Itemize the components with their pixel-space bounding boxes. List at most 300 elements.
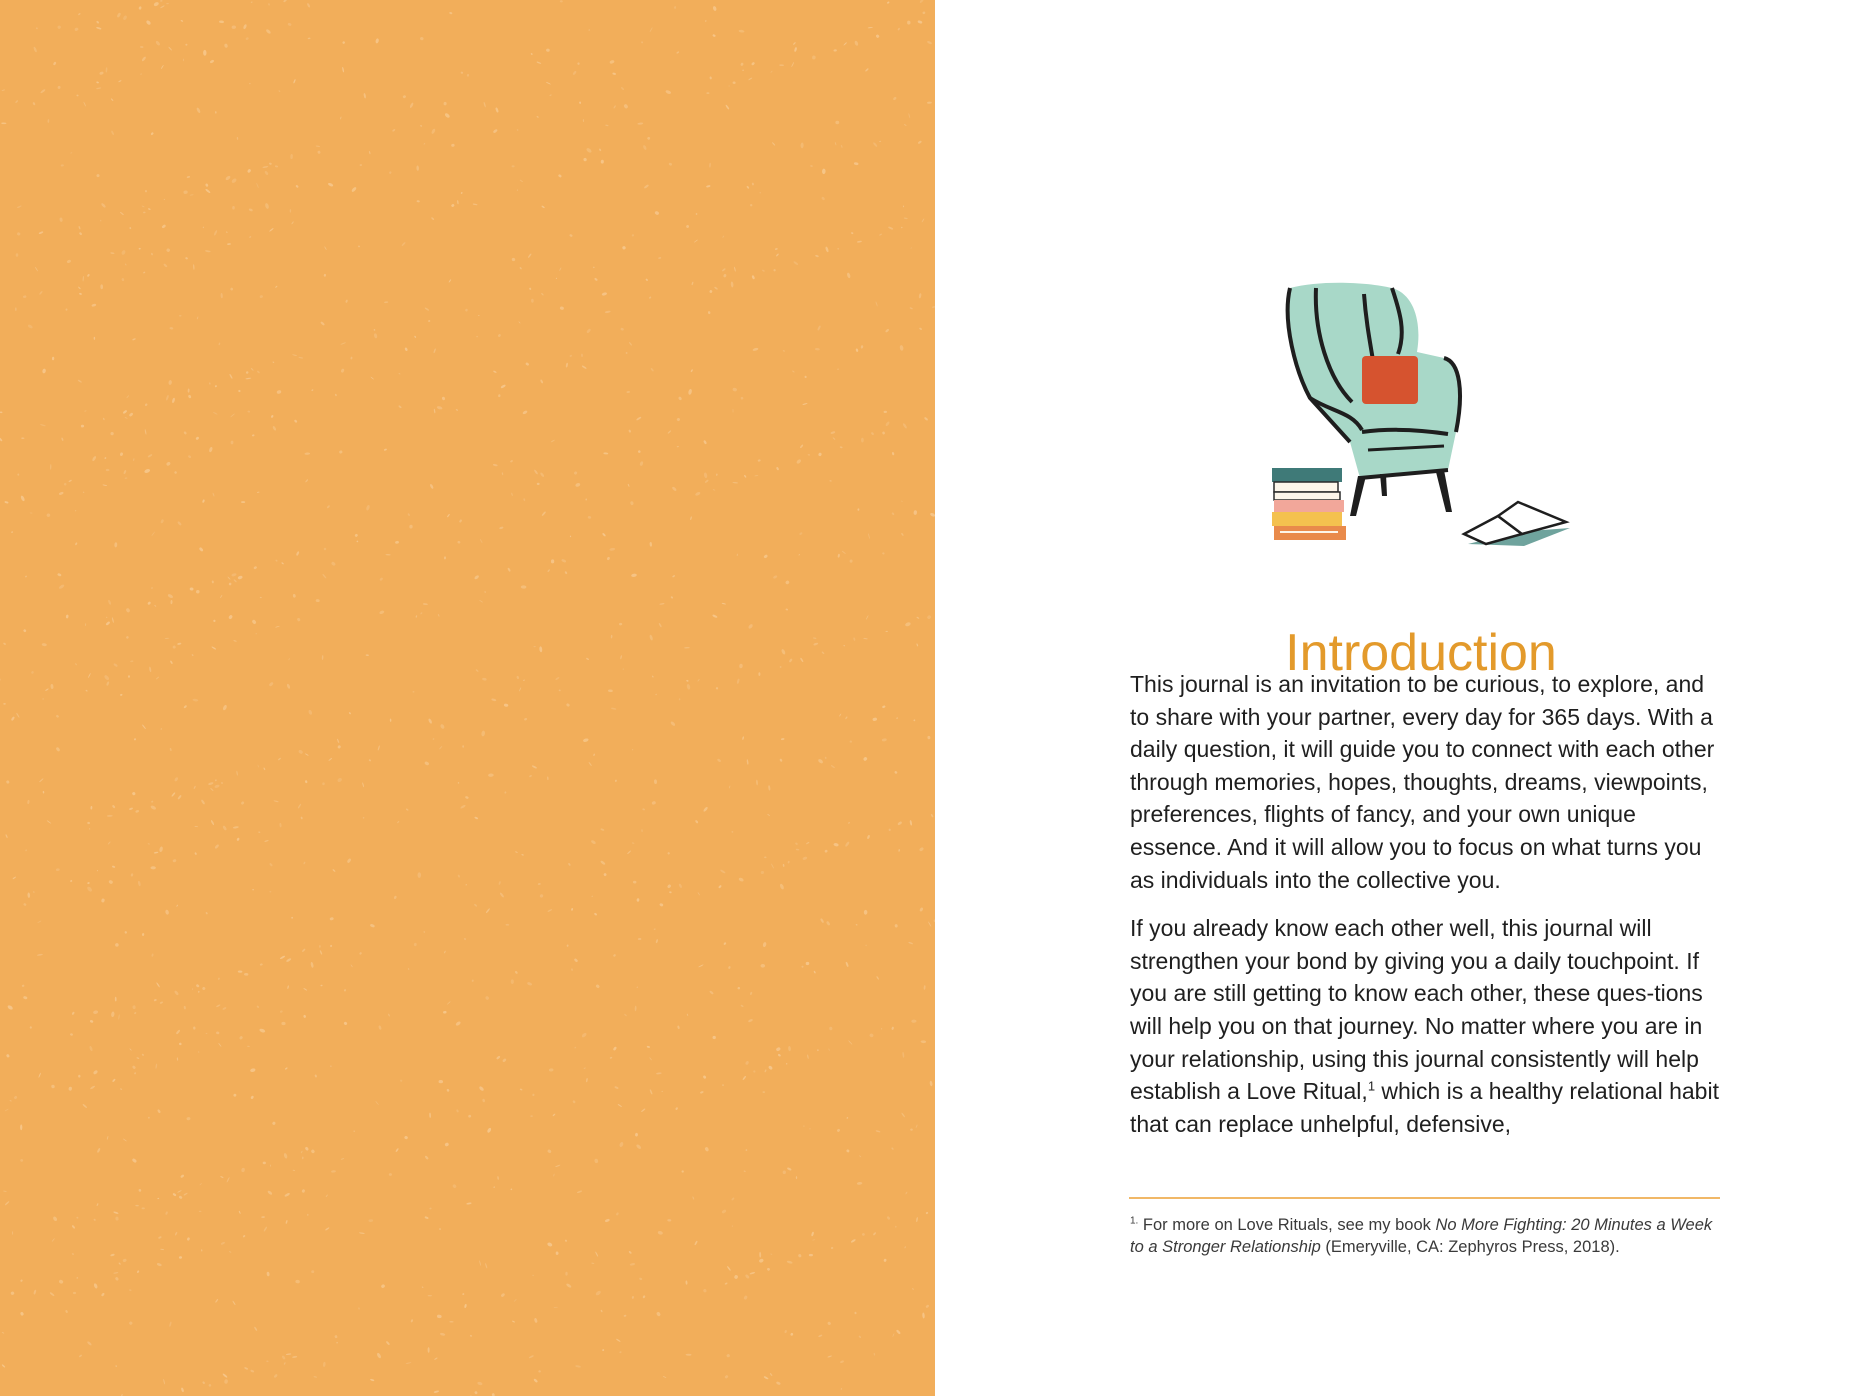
- speckle: [154, 605, 156, 607]
- speckle: [150, 805, 157, 811]
- speckle: [164, 199, 165, 200]
- speckle: [909, 820, 912, 826]
- speckle: [541, 511, 546, 516]
- speckle: [193, 785, 196, 789]
- speckle: [219, 20, 224, 23]
- speckle: [434, 1357, 438, 1360]
- speckle: [661, 1091, 662, 1092]
- speckle: [644, 184, 650, 189]
- speckle: [359, 1232, 365, 1234]
- speckle: [262, 166, 268, 168]
- speckle: [927, 40, 933, 44]
- speckle: [343, 1021, 347, 1025]
- speckle: [586, 147, 593, 153]
- speckle: [595, 1290, 602, 1296]
- speckle: [428, 1295, 432, 1296]
- speckle: [897, 27, 900, 30]
- speckle: [583, 119, 584, 122]
- speckle: [559, 267, 562, 271]
- speckle: [762, 1091, 765, 1093]
- speckle: [676, 417, 680, 421]
- speckle: [307, 1214, 308, 1216]
- speckle: [594, 912, 598, 916]
- speckle: [440, 1332, 446, 1336]
- speckle: [94, 337, 95, 340]
- speckle: [586, 657, 590, 660]
- speckle: [141, 1053, 144, 1056]
- speckle: [768, 785, 771, 790]
- speckle: [84, 410, 87, 412]
- speckle: [718, 885, 722, 889]
- speckle: [89, 1046, 93, 1052]
- speckle: [369, 151, 371, 155]
- speckle: [891, 512, 894, 516]
- speckle: [423, 931, 425, 933]
- speckle: [1, 89, 5, 91]
- speckle: [149, 666, 152, 672]
- speckle: [639, 461, 643, 466]
- speckle: [575, 482, 581, 487]
- speckle: [712, 1036, 716, 1039]
- speckle: [791, 62, 794, 68]
- speckle: [110, 1253, 115, 1256]
- speckle: [138, 248, 140, 250]
- speckle: [678, 396, 682, 401]
- speckle: [216, 1004, 221, 1007]
- speckle: [278, 90, 280, 92]
- speckle: [169, 748, 171, 752]
- speckle: [286, 683, 290, 689]
- speckle: [577, 62, 579, 65]
- speckle: [600, 860, 606, 865]
- speckle: [140, 73, 142, 75]
- speckle: [303, 988, 307, 991]
- speckle: [263, 1226, 267, 1232]
- speckle: [898, 849, 900, 852]
- speckle: [77, 379, 82, 383]
- speckle: [148, 208, 151, 210]
- speckle: [808, 454, 811, 455]
- speckle: [782, 350, 785, 353]
- speckle: [879, 141, 881, 142]
- speckle: [266, 1360, 269, 1362]
- speckle: [896, 1329, 901, 1335]
- speckle: [25, 575, 27, 577]
- speckle: [532, 765, 538, 769]
- speckle: [141, 205, 144, 207]
- speckle: [136, 1057, 139, 1059]
- speckle: [706, 185, 711, 188]
- speckle: [632, 1296, 634, 1299]
- speckle: [813, 971, 816, 974]
- speckle: [297, 617, 301, 622]
- speckle: [302, 1156, 304, 1159]
- speckle: [251, 619, 256, 625]
- speckle: [776, 1381, 781, 1385]
- speckle: [212, 492, 214, 496]
- speckle: [156, 982, 160, 988]
- speckle: [801, 965, 804, 968]
- speckle: [583, 1067, 585, 1069]
- speckle: [106, 469, 110, 471]
- speckle: [310, 1149, 315, 1154]
- speckle: [143, 212, 146, 214]
- speckle: [796, 849, 800, 851]
- speckle: [733, 409, 734, 413]
- speckle: [101, 1292, 105, 1296]
- speckle: [636, 1144, 642, 1150]
- speckle: [879, 233, 882, 236]
- speckle: [183, 58, 185, 61]
- speckle: [821, 196, 825, 200]
- speckle: [160, 728, 162, 729]
- speckle: [429, 483, 434, 489]
- speckle: [630, 501, 634, 506]
- speckle: [740, 62, 744, 66]
- speckle: [628, 429, 631, 433]
- speckle: [813, 642, 818, 646]
- speckle: [734, 1275, 739, 1280]
- speckle: [0, 678, 1, 681]
- speckle: [110, 252, 114, 254]
- speckle: [744, 475, 747, 478]
- speckle: [118, 1014, 119, 1019]
- speckle: [566, 703, 571, 707]
- speckle: [491, 698, 496, 701]
- speckle: [72, 1253, 74, 1254]
- speckle: [725, 104, 730, 110]
- speckle: [723, 274, 727, 278]
- speckle: [202, 986, 206, 990]
- speckle: [572, 70, 577, 75]
- speckle: [623, 1315, 626, 1317]
- speckle: [229, 1251, 232, 1254]
- speckle: [42, 698, 43, 700]
- speckle: [485, 591, 486, 593]
- speckle: [501, 472, 503, 475]
- speckle: [215, 1299, 219, 1303]
- speckle: [431, 128, 436, 134]
- speckle: [712, 34, 716, 37]
- speckle: [324, 246, 327, 250]
- speckle: [901, 500, 903, 502]
- speckle: [358, 245, 360, 247]
- speckle: [344, 989, 346, 992]
- speckle: [770, 70, 773, 73]
- speckle: [531, 299, 534, 303]
- speckle: [437, 614, 439, 617]
- speckle: [409, 525, 413, 529]
- speckle: [276, 390, 281, 395]
- speckle: [141, 56, 146, 62]
- speckle: [328, 758, 332, 762]
- speckle: [845, 962, 849, 968]
- speckle: [474, 1391, 478, 1395]
- speckle: [824, 757, 826, 760]
- speckle: [731, 831, 733, 833]
- speckle: [203, 226, 205, 228]
- speckle: [272, 426, 276, 432]
- speckle: [416, 165, 419, 170]
- speckle: [738, 30, 744, 33]
- speckle: [854, 1311, 857, 1314]
- speckle: [134, 738, 137, 741]
- speckle: [316, 145, 321, 147]
- speckle: [532, 1093, 535, 1096]
- speckle: [875, 34, 880, 39]
- speckle: [477, 1381, 483, 1385]
- speckle: [106, 681, 110, 686]
- speckle: [493, 370, 497, 373]
- speckle: [233, 1094, 236, 1097]
- speckle: [561, 559, 566, 563]
- speckle: [245, 37, 249, 41]
- speckle: [82, 1104, 87, 1109]
- speckle: [216, 1031, 220, 1035]
- speckle: [96, 81, 99, 83]
- speckle: [537, 483, 540, 485]
- speckle: [142, 1207, 145, 1209]
- speckle: [286, 958, 292, 963]
- speckle: [111, 98, 114, 101]
- speckle: [438, 1080, 443, 1084]
- speckle: [168, 380, 172, 385]
- speckle: [205, 250, 211, 253]
- speckle: [732, 81, 735, 84]
- speckle: [269, 863, 273, 867]
- speckle: [429, 1207, 432, 1209]
- speckle: [517, 189, 519, 190]
- speckle: [829, 1027, 833, 1031]
- speckle: [115, 943, 119, 947]
- speckle: [356, 540, 358, 542]
- speckle: [324, 548, 327, 551]
- speckle: [176, 904, 178, 907]
- speckle: [303, 861, 306, 864]
- speckle: [784, 1330, 787, 1334]
- speckle: [3, 642, 6, 645]
- speckle: [218, 1043, 222, 1047]
- speckle: [573, 471, 577, 475]
- speckle: [848, 1040, 853, 1045]
- speckle: [789, 658, 793, 663]
- speckle: [727, 1266, 731, 1271]
- speckle: [330, 1065, 332, 1067]
- speckle: [881, 1028, 882, 1030]
- speckle: [78, 286, 81, 289]
- speckle: [101, 202, 107, 208]
- speckle: [641, 41, 644, 44]
- speckle: [87, 882, 90, 885]
- speckle: [908, 942, 913, 945]
- speckle: [47, 119, 49, 123]
- speckle: [452, 1184, 457, 1189]
- speckle: [275, 285, 278, 288]
- speckle: [163, 263, 168, 268]
- speckle: [329, 917, 334, 921]
- pillow-icon: [1362, 356, 1418, 404]
- speckle: [11, 531, 13, 533]
- speckle: [88, 673, 91, 678]
- speckle: [745, 1274, 750, 1279]
- speckle: [96, 174, 99, 177]
- speckle: [771, 863, 774, 868]
- speckle: [232, 206, 235, 210]
- speckle: [457, 200, 459, 204]
- speckle: [203, 50, 207, 56]
- speckle: [836, 1128, 840, 1132]
- speckle: [389, 171, 392, 174]
- speckle: [269, 228, 274, 232]
- speckle: [192, 988, 193, 990]
- speckle: [156, 676, 160, 679]
- speckle: [151, 953, 154, 957]
- speckle: [536, 116, 539, 118]
- body-text: [1130, 668, 1720, 1156]
- speckle: [552, 1113, 555, 1116]
- speckle: [892, 452, 895, 456]
- speckle: [138, 6, 141, 10]
- speckle: [449, 1321, 453, 1323]
- speckle: [865, 68, 869, 72]
- speckle: [428, 718, 433, 724]
- speckle: [698, 964, 703, 967]
- speckle: [295, 1280, 300, 1284]
- speckle: [861, 438, 864, 443]
- speckle: [593, 753, 595, 756]
- speckle: [177, 795, 182, 800]
- speckle: [221, 782, 223, 784]
- speckle: [872, 717, 877, 721]
- speckle: [876, 1130, 881, 1133]
- speckle: [705, 20, 707, 22]
- speckle: [196, 984, 200, 988]
- speckle: [732, 387, 737, 392]
- speckle: [177, 1057, 179, 1061]
- speckle: [434, 409, 436, 414]
- speckle: [538, 883, 541, 884]
- speckle: [23, 903, 27, 907]
- speckle: [627, 850, 631, 854]
- speckle: [591, 1262, 594, 1264]
- speckle: [0, 437, 3, 442]
- speckle: [27, 892, 30, 898]
- speckle: [75, 663, 77, 666]
- speckle: [322, 655, 324, 660]
- speckle: [429, 1113, 431, 1118]
- speckle: [764, 856, 766, 858]
- speckle: [641, 1108, 646, 1112]
- speckle: [547, 1149, 552, 1154]
- speckle: [246, 371, 249, 374]
- speckle: [704, 1146, 709, 1151]
- speckle: [479, 1260, 481, 1266]
- speckle: [305, 479, 308, 483]
- speckle: [566, 363, 569, 368]
- speckle: [132, 1005, 136, 1009]
- speckle: [480, 539, 483, 544]
- speckle: [83, 491, 85, 493]
- speckle: [29, 1026, 32, 1029]
- speckle: [224, 43, 228, 48]
- speckle: [147, 454, 152, 458]
- speckle: [325, 1194, 328, 1197]
- speckle: [145, 403, 148, 407]
- speckle: [910, 1128, 913, 1130]
- speckle: [76, 1217, 78, 1219]
- speckle: [226, 1177, 230, 1183]
- speckle: [546, 48, 550, 52]
- speckle: [809, 1254, 813, 1256]
- speckle: [52, 1216, 58, 1222]
- speckle: [410, 1319, 413, 1323]
- speckle: [1, 1364, 5, 1368]
- speckle: [424, 1155, 429, 1160]
- speckle: [619, 1351, 622, 1353]
- speckle: [602, 1349, 605, 1352]
- speckle: [351, 186, 357, 192]
- speckle: [135, 1205, 139, 1207]
- speckle: [467, 74, 470, 77]
- speckle: [893, 96, 897, 100]
- speckle: [123, 1138, 127, 1141]
- speckle: [609, 547, 615, 551]
- speckle: [311, 1270, 314, 1273]
- speckle: [493, 1186, 495, 1188]
- speckle: [233, 640, 237, 642]
- speckle: [458, 782, 460, 784]
- speckle: [519, 267, 522, 270]
- speckle: [286, 1353, 292, 1355]
- speckle: [851, 232, 854, 234]
- speckle: [574, 958, 579, 963]
- speckle: [631, 573, 637, 577]
- speckle: [649, 296, 652, 299]
- speckle: [261, 1216, 265, 1218]
- speckle: [686, 680, 689, 682]
- speckle: [883, 1258, 887, 1262]
- speckle: [915, 1124, 917, 1128]
- speckle: [896, 717, 898, 719]
- speckle: [519, 687, 522, 691]
- speckle: [76, 1277, 78, 1279]
- speckle: [916, 1217, 918, 1222]
- speckle: [183, 1192, 188, 1196]
- speckle: [547, 776, 549, 780]
- speckle: [5, 1201, 10, 1206]
- speckle: [474, 575, 480, 580]
- speckle: [177, 1190, 182, 1193]
- speckle: [61, 164, 65, 167]
- speckle: [512, 165, 515, 167]
- speckle: [45, 688, 49, 691]
- speckle: [103, 418, 105, 421]
- speckle: [30, 512, 33, 513]
- speckle: [128, 675, 130, 678]
- speckle: [796, 1176, 797, 1179]
- speckle: [818, 452, 822, 457]
- speckle: [849, 559, 852, 563]
- speckle: [751, 275, 755, 280]
- speckle: [671, 486, 677, 492]
- speckle: [271, 415, 274, 419]
- speckle: [107, 1136, 109, 1140]
- speckle: [97, 870, 99, 871]
- speckle: [498, 394, 501, 397]
- speckle: [58, 1279, 63, 1284]
- speckle: [126, 636, 129, 639]
- speckle: [40, 89, 46, 94]
